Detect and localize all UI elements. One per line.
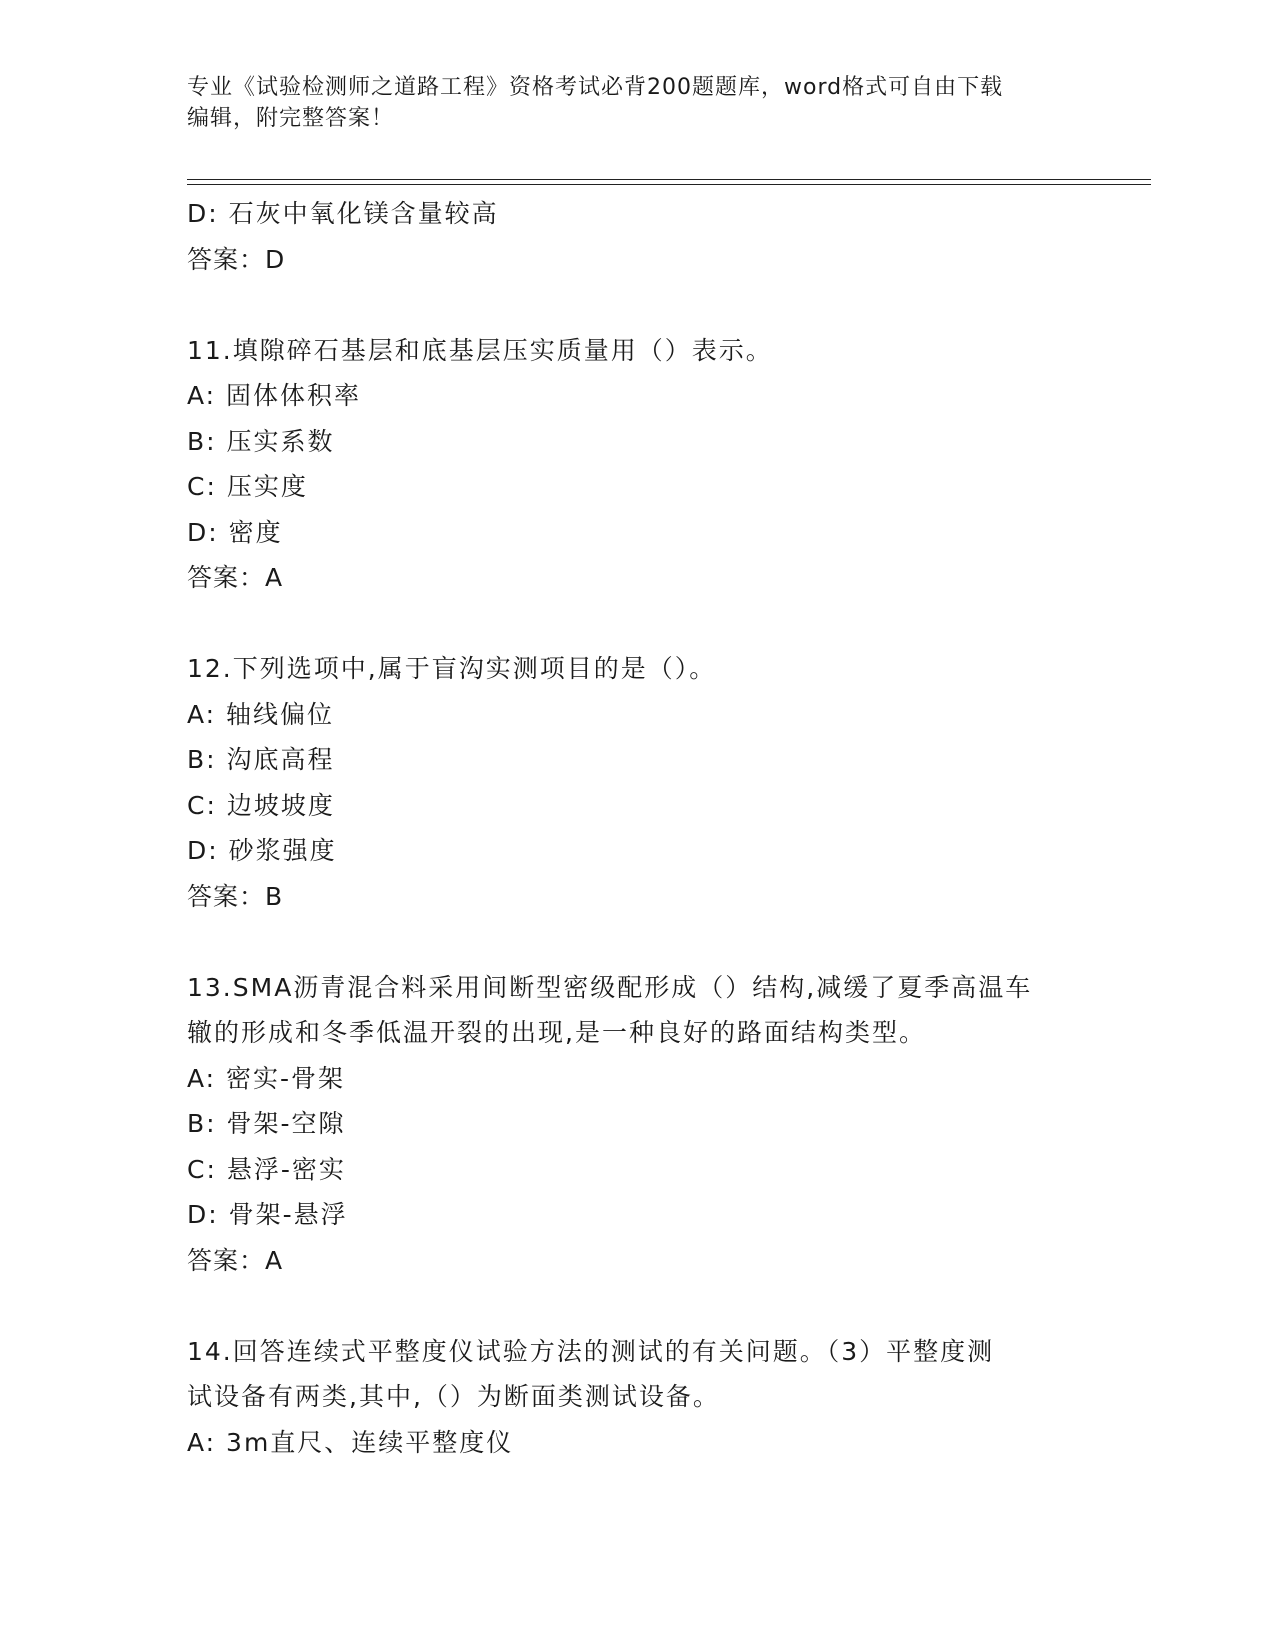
spacer [187,601,1087,647]
question-stem-line-2: 辙的形成和冬季低温开裂的出现,是一种良好的路面结构类型。 [187,1018,926,1047]
answer: 答案：D [187,244,286,274]
question-stem: 11.填隙碎石基层和底基层压实质量用（）表示。 [187,335,773,365]
answer: 答案：A [187,1245,284,1275]
option-d: D: 砂浆强度 [187,836,337,865]
question-stem: 12.下列选项中,属于盲沟实测项目的是（）。 [187,654,717,683]
spacer [187,1283,1087,1329]
question-stem-line-1: 14.回答连续式平整度仪试验方法的测试的有关问题。（3）平整度测 [187,1336,995,1366]
answer: 答案：B [187,881,284,911]
header-line-2: 编辑，附完整答案！ [187,106,395,131]
question-13 [187,965,1087,1284]
header-line-1: 专业《试验检测师之道路工程》资格考试必背200题题库，word格式可自由下载 [187,75,1004,100]
question-14 [187,1329,1087,1466]
option-a: A: 轴线偏位 [187,699,335,729]
spacer [187,282,1087,328]
option-b: B: 骨架-空隙 [187,1109,346,1138]
question-stem-line-2: 试设备有两类,其中,（）为断面类测试设备。 [187,1382,720,1411]
question-12 [187,646,1087,919]
question-11 [187,328,1087,601]
option-d: D: 石灰中氧化镁含量较高 [187,199,499,228]
header-divider-bottom [187,184,1151,185]
option-d: D: 骨架-悬浮 [187,1200,348,1229]
option-c: C: 压实度 [187,472,308,501]
option-a: A: 3m直尺、连续平整度仪 [187,1427,514,1457]
question-content [187,191,1087,1465]
option-b: B: 压实系数 [187,426,335,456]
option-a: A: 固体体积率 [187,381,362,410]
question-stem-line-1: 13.SMA沥青混合料采用间断型密级配形成（）结构,减缓了夏季高温车 [187,972,1033,1002]
answer: 答案：A [187,563,284,592]
option-a: A: 密实-骨架 [187,1063,346,1093]
header-divider-top [187,179,1151,180]
spacer [187,919,1087,965]
option-b: B: 沟底高程 [187,745,335,774]
option-c: C: 边坡坡度 [187,790,335,820]
option-c: C: 悬浮-密实 [187,1154,346,1184]
option-d: D: 密度 [187,517,283,547]
page-header [187,72,1087,134]
